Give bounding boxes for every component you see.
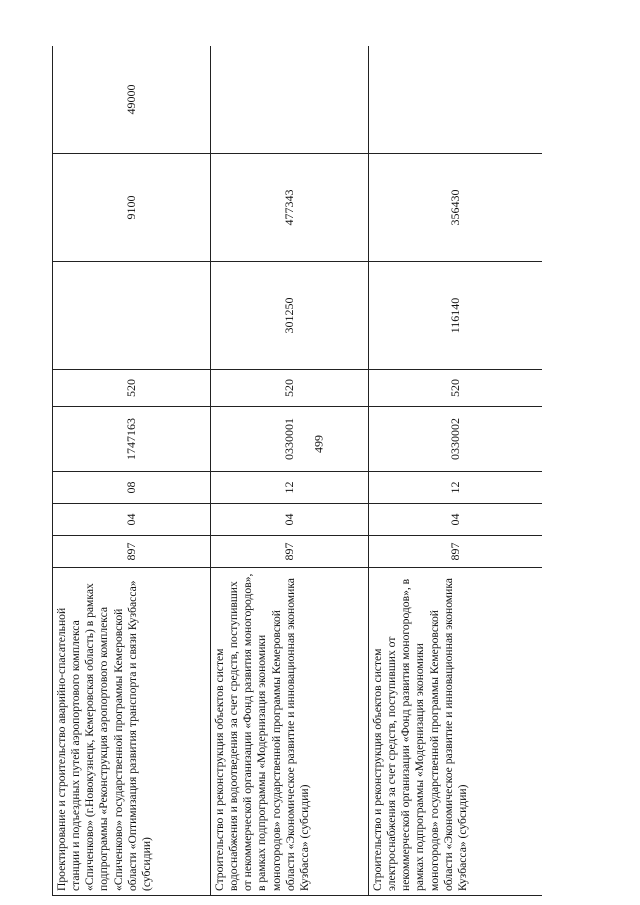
table-container <box>52 46 542 896</box>
row-3-sum-1: 116140 <box>369 262 543 370</box>
row-2-subsection: 12 <box>211 472 369 504</box>
table-row <box>211 46 369 896</box>
row-2-sum-3 <box>211 46 369 154</box>
row-3-sum-3 <box>369 46 543 154</box>
row-3-sum-2: 356430 <box>369 154 543 262</box>
row-3-expense-type: 520 <box>369 370 543 407</box>
row-2-expense-type: 520 <box>211 370 369 407</box>
row-2-sum-1: 301250 <box>211 262 369 370</box>
row-2-ministry: 897 <box>211 536 369 568</box>
row-3-target-article: 0330002 <box>369 407 543 472</box>
row-1-sum-2: 9100 <box>53 154 211 262</box>
budget-table <box>52 46 542 896</box>
row-3-section: 04 <box>369 504 543 536</box>
table-row <box>369 46 543 896</box>
row-2-target-article: 0330001 <box>211 407 369 472</box>
row-1-sum-1 <box>53 262 211 370</box>
row-1-expense-type: 520 <box>53 370 211 407</box>
row-1-sum-3: 49000 <box>53 46 211 154</box>
row-1-ministry: 897 <box>53 536 211 568</box>
table-row <box>53 46 211 896</box>
rotated-table-wrapper <box>52 46 542 896</box>
page-number: 499 <box>311 435 326 453</box>
row-1-description: Проектирование и строительство аварийно-спасательной станции и подъездных путей аэропортового комплекса «Спиченково» (г.Новокузнецк, Кемеровская область) в рамках подпрограммы «Реконструкция аэропортового комплекса «Спиченково» государственной программы Кемеровской области «Оптимизация развития транспорта и связи Кузбасса» (субсидии) <box>53 568 211 896</box>
row-1-section: 04 <box>53 504 211 536</box>
row-2-sum-2: 477343 <box>211 154 369 262</box>
row-3-subsection: 12 <box>369 472 543 504</box>
row-3-ministry: 897 <box>369 536 543 568</box>
row-1-target-article: 1747163 <box>53 407 211 472</box>
row-3-description: Строительство и реконструкция объектов систем электроснабжения за счет средств, поступивших от некоммерческой организации «Фонд развития моногородов», в рамках подпрограммы «Модернизация экономики моногородов» государственной программы Кемеровской области «Экономическое развитие и инновационная экономика Кузбасса» (субсидии) <box>369 568 543 896</box>
row-2-description: Строительство и реконструкция объектов систем водоснабжения и водоотведения за счет средств, поступивших от некоммерческой организации «Фонд развития моногородов», в рамках подпрограммы «Модернизация экономики моногородов» государственной программы Кемеровской области «Экономическое развитие и инновационная экономика Кузбасса» (субсидии) <box>211 568 369 896</box>
row-1-subsection: 08 <box>53 472 211 504</box>
row-2-section: 04 <box>211 504 369 536</box>
